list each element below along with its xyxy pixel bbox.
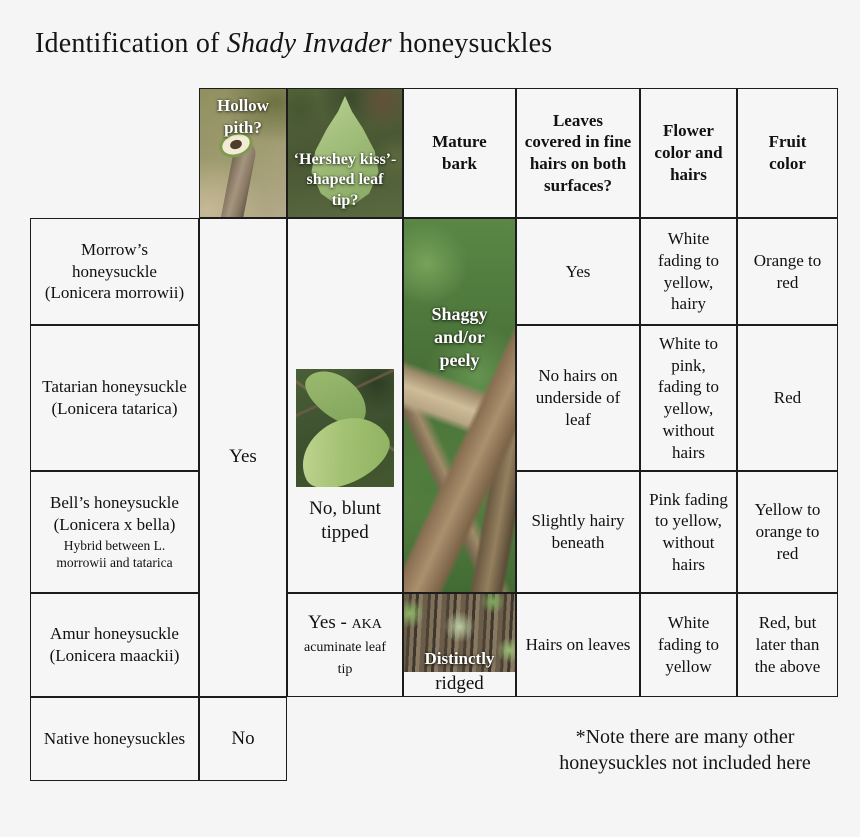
page-title-italic: Shady Invader <box>226 28 392 59</box>
leaf-hairs-value: Yes <box>565 261 591 281</box>
flower-value: White to pink, fading to yellow, without hairs <box>658 333 719 462</box>
header-label-mature-bark: Mature bark <box>432 132 487 173</box>
flower-value: White fading to yellow <box>658 613 719 676</box>
cell-leaf-tip-blunt <box>287 218 403 593</box>
cell-leaf-hairs-amur <box>516 593 640 697</box>
cell-fruit-morrows <box>737 218 838 325</box>
cell-flower-morrows <box>640 218 737 325</box>
leaf-tip-value <box>295 611 395 679</box>
header-label-flower: Flower color and hairs <box>654 121 723 184</box>
cell-fruit-tatarian <box>737 325 838 471</box>
cell-leaf-hairs-morrows <box>516 218 640 325</box>
leaf-hairs-value: Slightly hairy beneath <box>531 511 625 552</box>
leaf-hairs-value: No hairs on underside of leaf <box>535 366 621 429</box>
leaf-tip-aka-note: AKA acuminate leaf tip <box>303 616 386 678</box>
fruit-value: Red, but later than the above <box>754 613 821 676</box>
header-label-leaf-hairs: Leaves covered in fine hairs on both surfaces? <box>524 110 632 195</box>
leaf-tip-yes: Yes - <box>308 611 352 633</box>
cell-leaf-hairs-tatarian <box>516 325 640 471</box>
hollow-pith-value: Yes <box>229 446 257 468</box>
cell-hollow-pith-native <box>199 697 287 781</box>
page-title-suffix: honeysuckles <box>391 28 553 59</box>
footnote-line-1: *Note there are many other <box>575 726 795 748</box>
cell-fruit-bells <box>737 471 838 593</box>
fruit-value: Red <box>773 388 802 408</box>
flower-value: White fading to yellow, hairy <box>658 229 719 314</box>
species-cell-bells <box>30 471 199 593</box>
blunt-leaf-photo <box>296 369 394 487</box>
page-title-prefix: Identification of <box>35 28 227 59</box>
species-hybrid-note: Hybrid between L. morrowii and tatarica <box>56 537 173 570</box>
header-cell-leaf-hairs <box>516 88 640 218</box>
species-cell-native <box>30 697 199 781</box>
cell-flower-bells <box>640 471 737 593</box>
cell-leaf-tip-acuminate <box>287 593 403 697</box>
header-cell-fruit <box>737 88 838 218</box>
bark-shaggy-label: Shaggy and/or peely <box>431 304 488 371</box>
leaf-hairs-value: Hairs on leaves <box>525 635 631 655</box>
cell-hollow-pith-invasive <box>199 218 287 697</box>
identification-table <box>30 88 838 781</box>
pith-hole <box>229 138 243 150</box>
species-cell-morrows <box>30 218 199 325</box>
header-label-fruit: Fruit color <box>768 132 807 173</box>
header-cell-hollow-pith <box>199 88 287 218</box>
species-cell-amur <box>30 593 199 697</box>
cell-flower-tatarian <box>640 325 737 471</box>
bark-ridged-caption: ridged <box>435 672 484 696</box>
bark-ridged-overlay-label: Distinctly <box>424 648 495 668</box>
hollow-pith-value: No <box>231 727 255 749</box>
species-name: Morrow’s honeysuckle (Lonicera morrowii) <box>44 239 185 303</box>
ridged-bark-photo <box>404 594 515 672</box>
fruit-value: Orange to red <box>753 250 822 292</box>
species-name: Tatarian honeysuckle (Lonicera tatarica) <box>42 377 187 418</box>
header-label-leaf-tip: ‘Hershey kiss’-shaped leaf tip? <box>293 150 397 209</box>
page-title <box>35 28 552 60</box>
cell-fruit-amur <box>737 593 838 697</box>
cell-leaf-hairs-bells <box>516 471 640 593</box>
fruit-value: Yellow to orange to red <box>754 500 821 563</box>
leaf-tip-value: No, blunt tipped <box>309 498 381 544</box>
species-cell-tatarian <box>30 325 199 471</box>
header-cell-leaf-tip <box>287 88 403 218</box>
footnote <box>520 724 850 776</box>
cell-flower-amur <box>640 593 737 697</box>
footnote-line-2: honeysuckles not included here <box>559 752 811 774</box>
species-name: Native honeysuckles <box>43 729 186 749</box>
species-name: Amur honeysuckle (Lonicera maackii) <box>49 624 180 665</box>
flower-value: Pink fading to yellow, without hairs <box>649 489 728 574</box>
cell-bark-shaggy <box>403 218 516 593</box>
header-label-hollow-pith: Hollow pith? <box>217 96 269 137</box>
cell-bark-ridged <box>403 593 516 697</box>
species-name: Bell’s honeysuckle (Lonicera x bella) <box>50 493 179 535</box>
header-cell-mature-bark <box>403 88 516 218</box>
header-cell-flower <box>640 88 737 218</box>
